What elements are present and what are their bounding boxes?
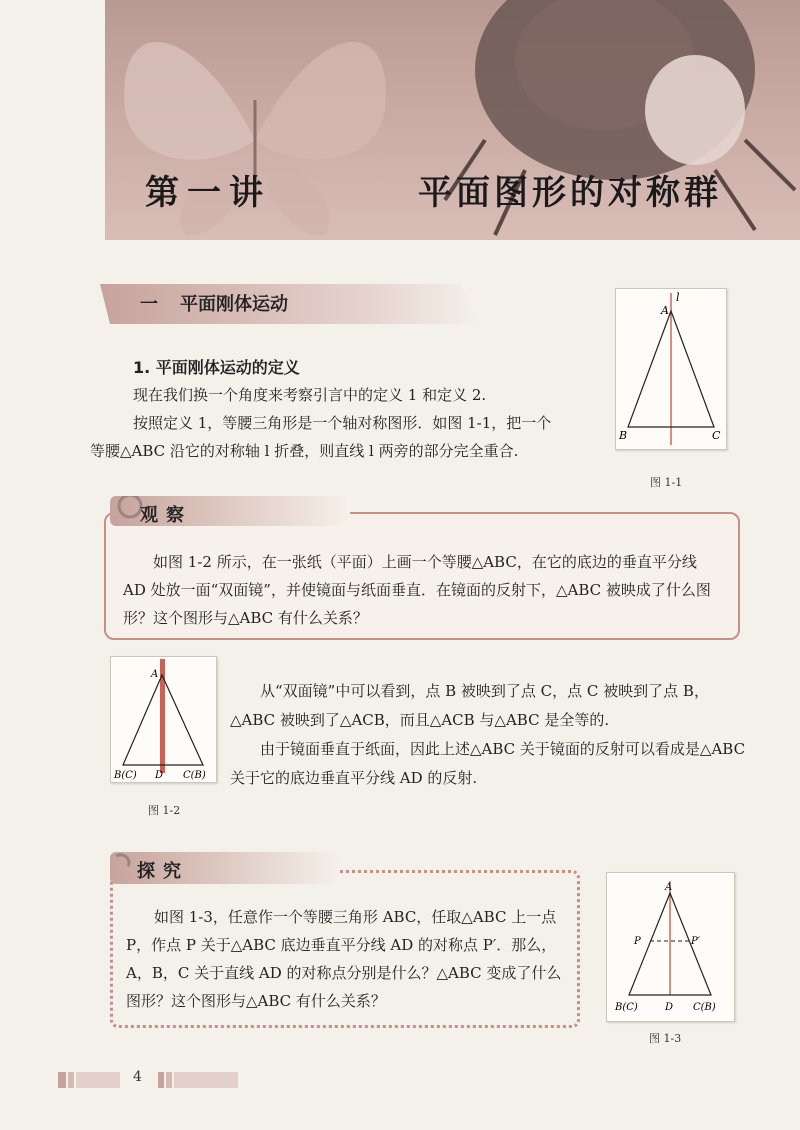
paragraph-1: 现在我们换一个角度来考察引言中的定义 1 和定义 2. [133,386,487,404]
page-number: 4 [133,1069,142,1085]
point-p-prime-label: P′ [691,936,700,947]
figure-1-2-caption: 图 1-2 [148,804,181,817]
vertex-c-label: C(B) [693,1002,716,1013]
paragraph-4: 从“双面镜”中可以看到，点 B 被映到了点 C，点 C 被映到了点 B，△ABC 被映到了△ACB，而且△ACB 与△ABC 是全等的. [230,682,709,729]
chapter-number: 第一讲 [145,173,271,213]
explore-text: 如图 1-3，任意作一个等腰三角形 ABC，任取△ABC 上一点 P，作点 P 关于△ABC 底边垂直平分线 AD 的对称点 P′．那么，A，B，C 关于直线 AD 的对称点分别是什么？△ABC 变成了什么图形？这个图形与△ABC 有什么关系？ [126,908,562,1010]
vertex-b-label: B [619,429,628,442]
observe-text: 如图 1-2 所示，在一张纸（平面）上画一个等腰△ABC，在它的底边的垂直平分线 AD 处放一面“双面镜”，并使镜面与纸面垂直．在镜面的反射下，△ABC 被映成了什么图形？这个图形与△ABC 有什么关系？ [123,553,711,627]
figure-1-3-caption: 图 1-3 [649,1032,682,1045]
paragraph-2: 按照定义 1，等腰三角形是一个轴对称图形．如图 1-1，把一个 [133,414,552,432]
point-d-label: D [665,1002,674,1013]
vertex-c-label: C [712,429,721,442]
vertex-a-label: A [661,304,669,317]
figure-1-1 [615,288,727,450]
paragraph-5: 由于镜面垂直于纸面，因此上述△ABC 关于镜面的反射可以看成是△ABC 关于它的底边垂直平分线 AD 的反射. [230,740,746,787]
footer-decoration-left [58,1072,120,1088]
section-title: 平面刚体运动 [180,294,288,315]
reflection-triangle-diagram [607,873,734,1021]
paragraph-3: 等腰△ABC 沿它的对称轴 l 折叠，则直线 l 两旁的部分完全重合. [90,442,519,460]
vertex-a-label: A [151,669,159,680]
chapter-title: 平面图形的对称群 [418,173,722,213]
section-number: 一 [140,294,158,315]
figure-1-2 [110,656,217,783]
footer-decoration-right [158,1072,238,1088]
figure-1-3 [606,872,735,1022]
isosceles-triangle-diagram [616,289,726,449]
vertex-b-label: B(C) [615,1002,638,1013]
mirror-triangle-diagram [111,657,216,782]
vertex-b-label: B(C) [114,770,137,781]
vertex-c-label: C(B) [183,770,206,781]
explore-label: 探究 [137,861,189,882]
axis-label: l [676,291,680,304]
figure-1-1-caption: 图 1-1 [650,476,683,489]
subsection-title: 1. 平面刚体运动的定义 [133,358,300,377]
vertex-a-label: A [665,882,673,893]
observe-label: 观察 [140,505,192,526]
point-d-label: D [155,770,164,781]
point-p-label: P [634,936,641,947]
section-heading [140,290,288,316]
